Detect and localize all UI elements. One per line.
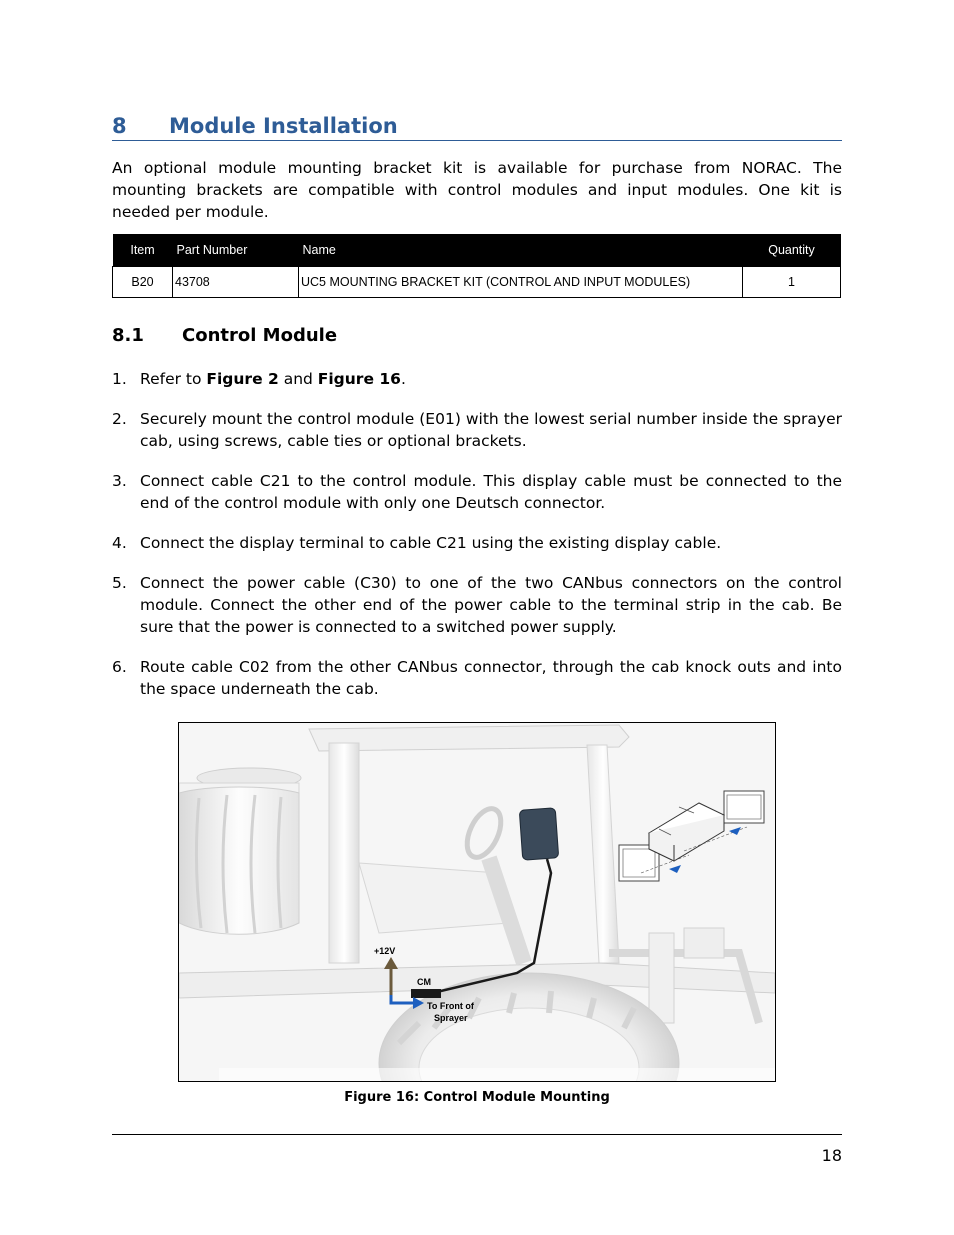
figure-caption: Figure 16: Control Module Mounting [344,1090,610,1105]
header-part-number: Part Number [173,234,299,267]
step-5: 5. Connect the power cable (C30) to one of the two CANbus connectors on the control module. Connect the other end of the power cable to the terminal strip in the cab. Be sure that the power is connected to a switched power supply. [112,574,842,636]
section-number: 8 [112,114,127,138]
label-to-front: To Front of [427,1001,474,1011]
step-1: 1. Refer to Figure 2 and Figure 16. [112,370,406,388]
figure-2-ref: Figure 2 [206,370,279,388]
header-item: Item [113,234,173,267]
table-header-row [113,234,841,267]
step-3: 3. Connect cable C21 to the control module. This display cable must be connected to the end of the control module with only one Deutsch connector. [112,472,842,512]
subsection-title: Control Module [182,325,338,346]
cell-part-number: 43708 [173,267,299,298]
header-quantity: Quantity [743,234,841,267]
intro-paragraph: An optional module mounting bracket kit is available for purchase from NORAC. The mounting brackets are compatible with control modules and input modules. One kit is needed per module. [112,159,842,221]
step-2: 2. Securely mount the control module (E01) with the lowest serial number inside the sprayer cab, using screws, cable ties or optional brackets. [112,410,842,450]
label-12v: +12V [374,946,396,956]
subsection-heading [112,325,338,346]
table-row [113,267,841,298]
cell-name: UC5 MOUNTING BRACKET KIT (CONTROL AND INPUT MODULES) [299,267,743,298]
step-4: 4. Connect the display terminal to cable C21 using the existing display cable. [112,534,722,552]
section-heading [112,112,842,141]
header-name: Name [299,234,743,267]
subsection-number: 8.1 [112,325,144,346]
control-module-figure [178,722,776,1082]
label-sprayer: Sprayer [434,1013,468,1023]
section-title: Module Installation [169,114,398,138]
figure-16-ref: Figure 16 [317,370,401,388]
cell-quantity: 1 [743,267,841,298]
cell-item: B20 [113,267,173,298]
parts-table [112,234,841,298]
sprayer-illustration [179,723,775,1081]
page-number: 18 [821,1146,842,1165]
footer-rule [112,1134,842,1135]
instruction-steps [112,368,842,718]
step-6: 6. Route cable C02 from the other CANbus connector, through the cab knock outs and into the space underneath the cab. [112,658,842,698]
label-cm: CM [417,977,431,987]
